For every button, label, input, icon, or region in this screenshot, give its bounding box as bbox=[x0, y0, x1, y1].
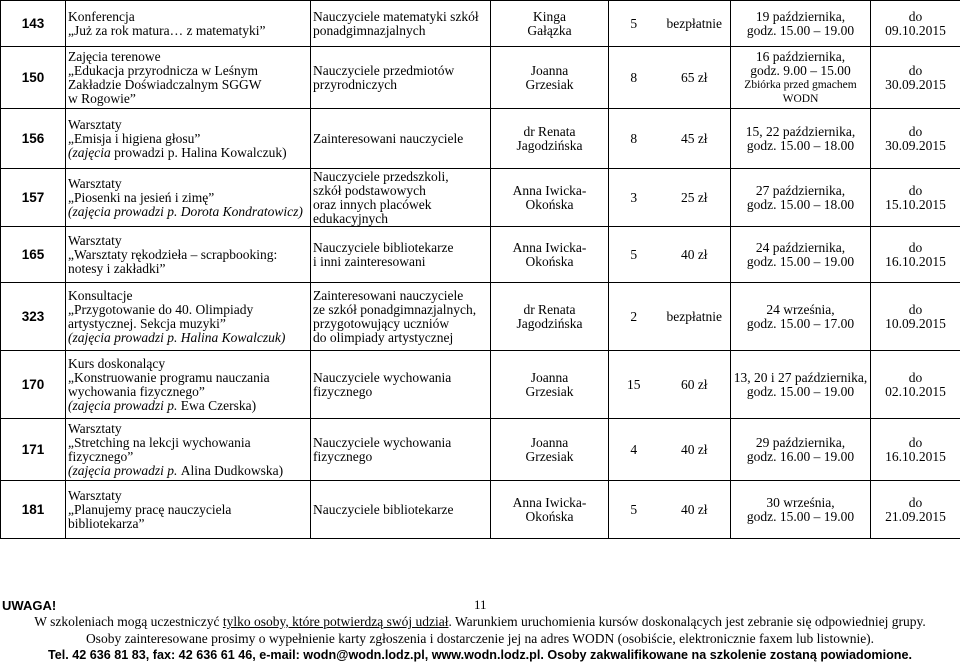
cell-line: Anna Iwicka- bbox=[512, 182, 587, 198]
course-topic bbox=[66, 109, 311, 169]
cell-line: Anna Iwicka- bbox=[512, 239, 587, 255]
cell-line: Zbiórka przed gmachem bbox=[744, 78, 857, 91]
footer-header-row bbox=[0, 596, 960, 613]
cell-line: 02.10.2015 bbox=[885, 383, 946, 399]
course-leader bbox=[491, 169, 609, 227]
topic-line: Kurs doskonalący bbox=[68, 355, 166, 371]
footer-contact-line: Tel. 42 636 81 83, fax: 42 636 61 46, e-mail: wodn@wodn.lodz.pl, www.wodn.lodz.pl. Osoby zakwalifikowane na szkolenie zostaną powiadomione. bbox=[48, 648, 912, 662]
course-topic bbox=[66, 283, 311, 351]
course-schedule bbox=[731, 283, 871, 351]
topic-line: (zajęcia prowadzi p. Dorota Kondratowicz) bbox=[68, 203, 303, 219]
table-row bbox=[1, 47, 960, 109]
cell-line: edukacyjnych bbox=[313, 210, 388, 226]
cell-line: szkół podstawowych bbox=[313, 182, 426, 198]
cell-line: Nauczyciele przedmiotów bbox=[313, 62, 455, 78]
course-hours: 15 bbox=[609, 351, 659, 419]
course-leader bbox=[491, 481, 609, 539]
course-price: 25 zł bbox=[659, 169, 731, 227]
target-audience bbox=[311, 283, 491, 351]
registration-deadline bbox=[871, 109, 960, 169]
topic-line: Warsztaty bbox=[68, 420, 122, 436]
topic-line-plain-part: prowadzi p. Halina Kowalczuk) bbox=[114, 144, 287, 160]
topic-line: notesy i zakładki” bbox=[68, 260, 166, 276]
topic-line: „Już za rok matura… z matematyki” bbox=[68, 22, 266, 38]
course-topic bbox=[66, 481, 311, 539]
course-topic bbox=[66, 351, 311, 419]
cell-line: Okońska bbox=[525, 253, 574, 269]
cell-line: godz. 9.00 – 15.00 bbox=[750, 62, 851, 78]
cell-line: do bbox=[908, 301, 923, 317]
course-number: 181 bbox=[1, 481, 66, 539]
topic-line bbox=[68, 464, 308, 478]
cell-line: przyrodniczych bbox=[313, 76, 397, 92]
registration-deadline bbox=[871, 1, 960, 47]
course-number: 157 bbox=[1, 169, 66, 227]
cell-line: Nauczyciele bibliotekarze bbox=[313, 501, 454, 517]
cell-line: fizycznego bbox=[313, 383, 373, 399]
course-number: 171 bbox=[1, 419, 66, 481]
table-row bbox=[1, 283, 960, 351]
topic-line: Konferencja bbox=[68, 8, 135, 24]
course-hours: 5 bbox=[609, 227, 659, 283]
course-number: 156 bbox=[1, 109, 66, 169]
cell-line: 24 września, bbox=[766, 301, 835, 317]
topic-line: Konsultacje bbox=[68, 287, 133, 303]
cell-line: do bbox=[908, 182, 923, 198]
footer-notes bbox=[0, 596, 960, 664]
cell-line: 30 września, bbox=[766, 494, 835, 510]
table-row bbox=[1, 1, 960, 47]
target-audience bbox=[311, 351, 491, 419]
topic-line-plain-part: Alina Dudkowska) bbox=[180, 462, 284, 478]
topic-line: Warsztaty bbox=[68, 116, 122, 132]
course-schedule bbox=[731, 227, 871, 283]
cell-line: 27 października, bbox=[755, 182, 846, 198]
footer-line-1-start: W szkoleniach mogą uczestniczyć bbox=[34, 614, 223, 629]
course-topic bbox=[66, 47, 311, 109]
topic-line: „Planujemy pracę nauczyciela bbox=[68, 501, 232, 517]
cell-line: Jagodzińska bbox=[516, 137, 583, 153]
course-hours: 8 bbox=[609, 109, 659, 169]
course-number: 323 bbox=[1, 283, 66, 351]
topic-line: Zakładzie Doświadczalnym SGGW bbox=[68, 76, 262, 92]
course-topic bbox=[66, 227, 311, 283]
cell-line: Nauczyciele wychowania bbox=[313, 369, 452, 385]
topic-line bbox=[68, 399, 308, 413]
cell-line: 30.09.2015 bbox=[885, 76, 946, 92]
course-price: 40 zł bbox=[659, 419, 731, 481]
cell-line: godz. 15.00 – 19.00 bbox=[746, 508, 855, 524]
topic-line: „Stretching na lekcji wychowania bbox=[68, 434, 251, 450]
cell-line: Jagodzińska bbox=[516, 315, 583, 331]
table-row bbox=[1, 169, 960, 227]
course-hours: 3 bbox=[609, 169, 659, 227]
table-row bbox=[1, 481, 960, 539]
topic-line: wychowania fizycznego” bbox=[68, 383, 205, 399]
topic-line-italic-part: (zajęcia prowadzi p. bbox=[68, 462, 181, 478]
cell-line: 21.09.2015 bbox=[885, 508, 946, 524]
cell-line: Anna Iwicka- bbox=[512, 494, 587, 510]
registration-deadline bbox=[871, 47, 960, 109]
course-price: 45 zł bbox=[659, 109, 731, 169]
topic-line: w Rogowie” bbox=[68, 90, 136, 106]
course-price: 65 zł bbox=[659, 47, 731, 109]
topic-line: fizycznego” bbox=[68, 448, 134, 464]
course-schedule bbox=[731, 419, 871, 481]
table-body bbox=[1, 1, 960, 539]
course-hours: 5 bbox=[609, 1, 659, 47]
topic-line: „Edukacja przyrodnicza w Leśnym bbox=[68, 62, 259, 78]
registration-deadline bbox=[871, 283, 960, 351]
course-topic bbox=[66, 169, 311, 227]
topic-line: artystycznej. Sekcja muzyki” bbox=[68, 315, 226, 331]
cell-line: 19 października, bbox=[755, 8, 846, 24]
topic-line: „Konstruowanie programu nauczania bbox=[68, 369, 270, 385]
course-topic bbox=[66, 1, 311, 47]
course-hours: 5 bbox=[609, 481, 659, 539]
cell-line: Nauczyciele matematyki szkół bbox=[313, 8, 479, 24]
topic-line-italic-part: (zajęcia prowadzi p. bbox=[68, 397, 181, 413]
topic-line bbox=[68, 146, 308, 160]
course-leader bbox=[491, 47, 609, 109]
table-row bbox=[1, 109, 960, 169]
cell-line: godz. 15.00 – 18.00 bbox=[746, 137, 855, 153]
cell-line: 15.10.2015 bbox=[885, 196, 946, 212]
cell-line: godz. 15.00 – 17.00 bbox=[746, 315, 855, 331]
cell-line: Nauczyciele bibliotekarze bbox=[313, 239, 454, 255]
cell-line: godz. 15.00 – 19.00 bbox=[746, 253, 855, 269]
cell-line: Grzesiak bbox=[525, 383, 574, 399]
topic-line: Warsztaty bbox=[68, 175, 122, 191]
table-row bbox=[1, 227, 960, 283]
page-number: 11 bbox=[474, 597, 487, 612]
registration-deadline bbox=[871, 481, 960, 539]
cell-line: do bbox=[908, 369, 923, 385]
cell-line: godz. 15.00 – 19.00 bbox=[746, 383, 855, 399]
topic-line: „Warsztaty rękodzieła – scrapbooking: bbox=[68, 246, 278, 262]
cell-line: fizycznego bbox=[313, 448, 373, 464]
cell-line: 13, 20 i 27 października, bbox=[733, 369, 868, 385]
cell-line: Okońska bbox=[525, 196, 574, 212]
target-audience bbox=[311, 1, 491, 47]
cell-line: Joanna bbox=[530, 369, 569, 385]
cell-line: Okońska bbox=[525, 508, 574, 524]
course-price: 60 zł bbox=[659, 351, 731, 419]
footer-line-1 bbox=[0, 613, 960, 630]
footer-line-1-underlined: tylko osoby, które potwierdzą swój udział bbox=[222, 614, 449, 629]
course-hours: 8 bbox=[609, 47, 659, 109]
cell-line: ze szkół ponadgimnazjalnych, bbox=[313, 301, 477, 317]
footer-line-2: Osoby zainteresowane prosimy o wypełnienie karty zgłoszenia i dostarczenie jej na adres WODN (osobiście, elektronicznie faxem lub listownie). bbox=[85, 631, 875, 646]
cell-line: 30.09.2015 bbox=[885, 137, 946, 153]
cell-line: Kinga bbox=[533, 8, 566, 24]
registration-deadline bbox=[871, 227, 960, 283]
cell-line: Zainteresowani nauczyciele bbox=[313, 287, 464, 303]
cell-line: 16.10.2015 bbox=[885, 448, 946, 464]
course-schedule bbox=[731, 47, 871, 109]
cell-line: do olimpiady artystycznej bbox=[313, 329, 454, 345]
topic-line-plain-part: Ewa Czerska) bbox=[180, 397, 257, 413]
cell-line: Joanna bbox=[530, 62, 569, 78]
cell-line: do bbox=[908, 62, 923, 78]
course-schedule bbox=[731, 109, 871, 169]
course-leader bbox=[491, 227, 609, 283]
cell-line: ponadgimnazjalnych bbox=[313, 22, 426, 38]
course-number: 150 bbox=[1, 47, 66, 109]
course-hours: 4 bbox=[609, 419, 659, 481]
topic-line: Warsztaty bbox=[68, 487, 122, 503]
cell-line: do bbox=[908, 494, 923, 510]
cell-line: 09.10.2015 bbox=[885, 22, 946, 38]
cell-line: przygotowujący uczniów bbox=[313, 315, 450, 331]
cell-line: Joanna bbox=[530, 434, 569, 450]
topic-line: „Przygotowanie do 40. Olimpiady bbox=[68, 301, 254, 317]
cell-line: do bbox=[908, 8, 923, 24]
course-leader bbox=[491, 419, 609, 481]
course-number: 143 bbox=[1, 1, 66, 47]
topic-line-italic-part: (zajęcia bbox=[68, 144, 115, 160]
cell-line: Grzesiak bbox=[525, 76, 574, 92]
registration-deadline bbox=[871, 351, 960, 419]
topic-line: (zajęcia prowadzi p. Halina Kowalczuk) bbox=[68, 329, 286, 345]
course-schedule bbox=[731, 481, 871, 539]
target-audience bbox=[311, 169, 491, 227]
cell-line: godz. 15.00 – 18.00 bbox=[746, 196, 855, 212]
course-schedule bbox=[731, 1, 871, 47]
table-row bbox=[1, 419, 960, 481]
cell-line: 16.10.2015 bbox=[885, 253, 946, 269]
topic-line: Warsztaty bbox=[68, 232, 122, 248]
topic-line: „Piosenki na jesień i zimę” bbox=[68, 189, 215, 205]
cell-line: dr Renata bbox=[523, 123, 576, 139]
course-leader bbox=[491, 351, 609, 419]
course-leader bbox=[491, 109, 609, 169]
cell-line: 24 października, bbox=[755, 239, 846, 255]
target-audience bbox=[311, 47, 491, 109]
course-topic bbox=[66, 419, 311, 481]
course-price: 40 zł bbox=[659, 227, 731, 283]
notice-heading: UWAGA! bbox=[2, 598, 57, 613]
course-price: bezpłatnie bbox=[659, 283, 731, 351]
registration-deadline bbox=[871, 419, 960, 481]
cell-line: oraz innych placówek bbox=[313, 196, 432, 212]
cell-line: WODN bbox=[782, 92, 819, 105]
cell-line: 16 października, bbox=[755, 48, 846, 64]
topic-line: Zajęcia terenowe bbox=[68, 48, 161, 64]
table-row bbox=[1, 351, 960, 419]
cell-line: 15, 22 października, bbox=[745, 123, 856, 139]
cell-line: Nauczyciele przedszkoli, bbox=[313, 168, 449, 184]
course-hours: 2 bbox=[609, 283, 659, 351]
course-schedule bbox=[731, 169, 871, 227]
cell-line: do bbox=[908, 123, 923, 139]
cell-line: i inni zainteresowani bbox=[313, 253, 426, 269]
registration-deadline bbox=[871, 169, 960, 227]
cell-line: godz. 15.00 – 19.00 bbox=[746, 22, 855, 38]
cell-line: Gałązka bbox=[527, 22, 572, 38]
target-audience bbox=[311, 481, 491, 539]
course-price: bezpłatnie bbox=[659, 1, 731, 47]
topic-line: bibliotekarza” bbox=[68, 515, 145, 531]
target-audience bbox=[311, 109, 491, 169]
cell-line: 29 października, bbox=[755, 434, 846, 450]
cell-line: do bbox=[908, 239, 923, 255]
target-audience bbox=[311, 419, 491, 481]
topic-line: „Emisja i higiena głosu” bbox=[68, 130, 201, 146]
target-audience bbox=[311, 227, 491, 283]
course-price: 40 zł bbox=[659, 481, 731, 539]
course-schedule bbox=[731, 351, 871, 419]
course-number: 165 bbox=[1, 227, 66, 283]
cell-line: do bbox=[908, 434, 923, 450]
course-leader bbox=[491, 283, 609, 351]
course-number: 170 bbox=[1, 351, 66, 419]
cell-line: Grzesiak bbox=[525, 448, 574, 464]
cell-line: Nauczyciele wychowania bbox=[313, 434, 452, 450]
cell-line: 10.09.2015 bbox=[885, 315, 946, 331]
cell-line: godz. 16.00 – 19.00 bbox=[746, 448, 855, 464]
course-leader bbox=[491, 1, 609, 47]
cell-line: Zainteresowani nauczyciele bbox=[313, 130, 464, 146]
footer-line-1-end: . Warunkiem uruchomienia kursów doskonalących jest zebranie się odpowiedniej grupy. bbox=[448, 614, 926, 629]
cell-line: dr Renata bbox=[523, 301, 576, 317]
